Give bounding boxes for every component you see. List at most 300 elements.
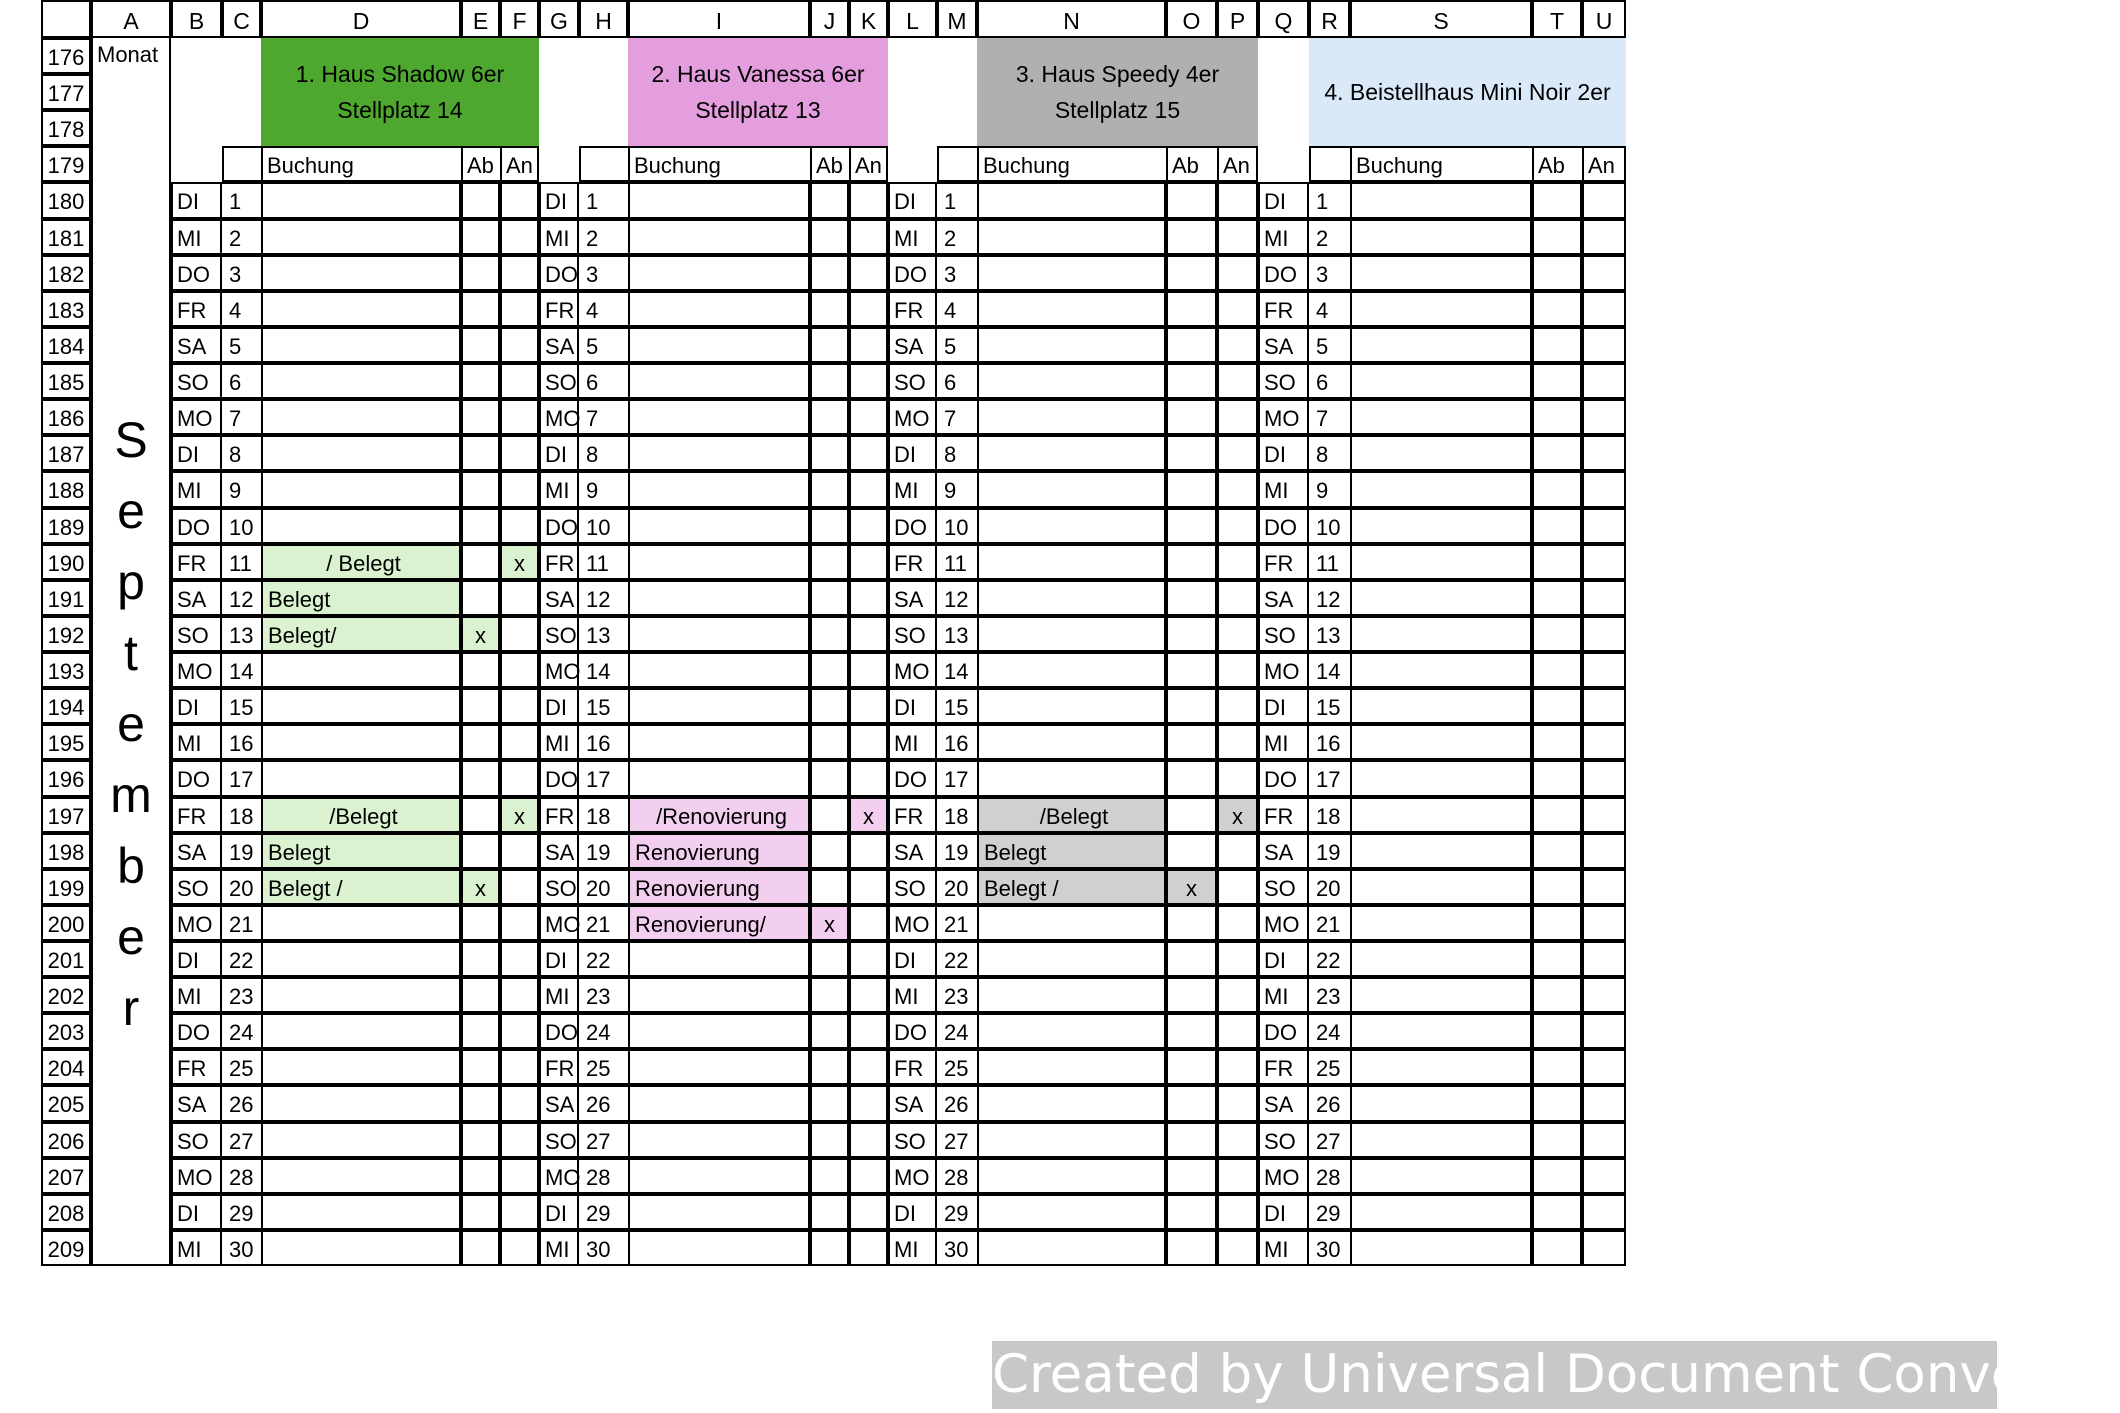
house-1-booking-cell[interactable] — [261, 255, 461, 291]
day-number-cell[interactable]: 1 — [222, 182, 261, 218]
house-1-booking-cell[interactable]: /Belegt — [261, 797, 461, 833]
column-header-d[interactable]: D — [261, 0, 461, 38]
house-2-booking-cell[interactable] — [628, 724, 810, 760]
house-1-ab-cell[interactable] — [461, 797, 500, 833]
house-1-booking-cell[interactable]: Belegt/ — [261, 616, 461, 652]
weekday-cell[interactable]: FR — [1258, 797, 1309, 833]
day-number-cell[interactable]: 19 — [579, 833, 628, 869]
day-number-cell[interactable]: 3 — [937, 255, 977, 291]
house-2-ab-cell[interactable] — [810, 1122, 849, 1158]
house-4-an-cell[interactable] — [1582, 544, 1626, 580]
house-3-an-cell[interactable] — [1217, 327, 1258, 363]
house-1-an-cell[interactable] — [500, 724, 539, 760]
house-1-an-cell[interactable] — [500, 435, 539, 471]
house-2-booking-cell[interactable]: /Renovierung — [628, 797, 810, 833]
house-1-ab-cell[interactable] — [461, 1013, 500, 1049]
house-2-an-cell[interactable] — [849, 182, 888, 218]
house-2-booking-cell[interactable] — [628, 182, 810, 218]
weekday-cell[interactable]: SO — [1258, 363, 1309, 399]
house-1-an-cell[interactable]: x — [500, 797, 539, 833]
day-number-cell[interactable]: 9 — [937, 471, 977, 507]
day-number-cell[interactable]: 17 — [1309, 760, 1350, 796]
row-header[interactable]: 186 — [41, 399, 91, 435]
house-3-ab-cell[interactable] — [1166, 1049, 1217, 1085]
day-number-cell[interactable]: 18 — [579, 797, 628, 833]
house-2-an-cell[interactable] — [849, 905, 888, 941]
day-number-cell[interactable]: 1 — [937, 182, 977, 218]
weekday-cell[interactable]: SA — [1258, 580, 1309, 616]
house-1-an-cell[interactable] — [500, 182, 539, 218]
house-2-booking-cell[interactable] — [628, 1158, 810, 1194]
day-number-cell[interactable]: 19 — [1309, 833, 1350, 869]
house-1-ab-cell[interactable] — [461, 688, 500, 724]
house-1-an-cell[interactable] — [500, 1049, 539, 1085]
row-header[interactable]: 182 — [41, 255, 91, 291]
house-3-an-cell[interactable] — [1217, 1013, 1258, 1049]
house-1-booking-cell[interactable] — [261, 219, 461, 255]
house-4-an-cell[interactable] — [1582, 797, 1626, 833]
house-4-booking-cell[interactable] — [1350, 1122, 1532, 1158]
day-number-cell[interactable]: 6 — [579, 363, 628, 399]
house-1-an-cell[interactable] — [500, 833, 539, 869]
house-1-booking-cell[interactable] — [261, 291, 461, 327]
house-3-booking-cell[interactable] — [977, 255, 1166, 291]
house-4-ab-cell[interactable] — [1532, 1194, 1582, 1230]
house-1-booking-cell[interactable] — [261, 435, 461, 471]
house-2-ab-cell[interactable] — [810, 1049, 849, 1085]
house-2-an-cell[interactable] — [849, 977, 888, 1013]
row-header[interactable]: 188 — [41, 471, 91, 507]
house-3-booking-cell[interactable] — [977, 1194, 1166, 1230]
day-number-cell[interactable]: 7 — [1309, 399, 1350, 435]
row-header[interactable]: 206 — [41, 1122, 91, 1158]
house-2-ab-cell[interactable] — [810, 652, 849, 688]
weekday-cell[interactable]: SO — [1258, 1122, 1309, 1158]
column-header-o[interactable]: O — [1166, 0, 1217, 38]
day-number-cell[interactable]: 19 — [937, 833, 977, 869]
house-3-ab-cell[interactable] — [1166, 580, 1217, 616]
day-number-cell[interactable]: 15 — [579, 688, 628, 724]
house-1-an-cell[interactable] — [500, 905, 539, 941]
weekday-cell[interactable]: SA — [1258, 833, 1309, 869]
weekday-cell[interactable]: MO — [539, 399, 579, 435]
house-4-ab-cell[interactable] — [1532, 833, 1582, 869]
house-2-an-cell[interactable] — [849, 327, 888, 363]
day-number-cell[interactable]: 24 — [1309, 1013, 1350, 1049]
house-1-booking-cell[interactable] — [261, 652, 461, 688]
house-4-booking-cell[interactable] — [1350, 219, 1532, 255]
house-3-an-cell[interactable]: x — [1217, 797, 1258, 833]
house-2-an-cell[interactable] — [849, 1230, 888, 1266]
house-4-an-cell[interactable] — [1582, 182, 1626, 218]
day-number-cell[interactable]: 2 — [579, 219, 628, 255]
house-2-booking-cell[interactable] — [628, 544, 810, 580]
house-2-an-cell[interactable] — [849, 363, 888, 399]
row-header[interactable]: 179 — [41, 146, 91, 182]
day-number-cell[interactable]: 27 — [579, 1122, 628, 1158]
row-header[interactable]: 185 — [41, 363, 91, 399]
row-header[interactable]: 183 — [41, 291, 91, 327]
house-3-an-cell[interactable] — [1217, 977, 1258, 1013]
house-2-booking-cell[interactable] — [628, 1230, 810, 1266]
house-3-ab-cell[interactable] — [1166, 616, 1217, 652]
house-1-an-cell[interactable] — [500, 1085, 539, 1121]
weekday-cell[interactable]: MI — [888, 471, 937, 507]
house-4-ab-cell[interactable] — [1532, 688, 1582, 724]
house-2-an-cell[interactable] — [849, 435, 888, 471]
house-3-ab-cell[interactable] — [1166, 652, 1217, 688]
house-1-booking-cell[interactable] — [261, 1194, 461, 1230]
column-header-h[interactable]: H — [579, 0, 628, 38]
house-3-an-cell[interactable] — [1217, 724, 1258, 760]
house-1-ab-cell[interactable] — [461, 652, 500, 688]
weekday-cell[interactable]: SO — [171, 869, 222, 905]
house-4-an-cell[interactable] — [1582, 941, 1626, 977]
weekday-cell[interactable]: FR — [171, 544, 222, 580]
day-number-cell[interactable]: 23 — [937, 977, 977, 1013]
day-number-cell[interactable]: 15 — [937, 688, 977, 724]
day-number-cell[interactable]: 28 — [579, 1158, 628, 1194]
house-3-an-cell[interactable] — [1217, 544, 1258, 580]
house-4-an-cell[interactable] — [1582, 327, 1626, 363]
house-4-booking-cell[interactable] — [1350, 399, 1532, 435]
house-4-booking-cell[interactable] — [1350, 869, 1532, 905]
column-header-f[interactable]: F — [500, 0, 539, 38]
house-4-booking-cell[interactable] — [1350, 544, 1532, 580]
house-3-booking-cell[interactable] — [977, 724, 1166, 760]
day-number-cell[interactable]: 11 — [222, 544, 261, 580]
weekday-cell[interactable]: SO — [1258, 869, 1309, 905]
day-number-cell[interactable]: 30 — [579, 1230, 628, 1266]
house-2-ab-cell[interactable] — [810, 327, 849, 363]
row-header[interactable]: 207 — [41, 1158, 91, 1194]
weekday-cell[interactable]: DI — [1258, 1194, 1309, 1230]
house-3-an-cell[interactable] — [1217, 616, 1258, 652]
weekday-cell[interactable]: SO — [539, 869, 579, 905]
day-number-cell[interactable]: 20 — [222, 869, 261, 905]
weekday-cell[interactable]: SA — [888, 1085, 937, 1121]
day-number-cell[interactable]: 3 — [579, 255, 628, 291]
day-number-cell[interactable]: 21 — [937, 905, 977, 941]
weekday-cell[interactable]: DI — [888, 941, 937, 977]
house-1-an-cell[interactable] — [500, 616, 539, 652]
house-2-an-cell[interactable] — [849, 544, 888, 580]
column-header-t[interactable]: T — [1532, 0, 1582, 38]
house-4-an-cell[interactable] — [1582, 399, 1626, 435]
column-header-r[interactable]: R — [1309, 0, 1350, 38]
house-2-ab-cell[interactable] — [810, 291, 849, 327]
column-header-g[interactable]: G — [539, 0, 579, 38]
day-number-cell[interactable]: 17 — [937, 760, 977, 796]
day-number-cell[interactable]: 20 — [937, 869, 977, 905]
house-2-ab-cell[interactable] — [810, 544, 849, 580]
weekday-cell[interactable]: DI — [539, 435, 579, 471]
house-4-booking-cell[interactable] — [1350, 688, 1532, 724]
house-2-an-cell[interactable] — [849, 399, 888, 435]
day-number-cell[interactable]: 18 — [1309, 797, 1350, 833]
house-3-an-cell[interactable] — [1217, 1158, 1258, 1194]
house-3-booking-cell[interactable] — [977, 327, 1166, 363]
house-2-booking-cell[interactable] — [628, 255, 810, 291]
house-3-ab-cell[interactable] — [1166, 1230, 1217, 1266]
house-2-ab-cell[interactable] — [810, 797, 849, 833]
weekday-cell[interactable]: SO — [539, 1122, 579, 1158]
weekday-cell[interactable]: SA — [888, 327, 937, 363]
house-4-ab-cell[interactable] — [1532, 977, 1582, 1013]
house-3-ab-cell[interactable] — [1166, 760, 1217, 796]
house-2-an-cell[interactable] — [849, 1013, 888, 1049]
house-1-an-cell[interactable]: x — [500, 544, 539, 580]
house-2-an-cell[interactable] — [849, 1085, 888, 1121]
weekday-cell[interactable]: DO — [888, 760, 937, 796]
house-2-ab-cell[interactable] — [810, 471, 849, 507]
house-3-an-cell[interactable] — [1217, 580, 1258, 616]
house-1-ab-cell[interactable]: x — [461, 616, 500, 652]
weekday-cell[interactable]: FR — [539, 1049, 579, 1085]
column-header-p[interactable]: P — [1217, 0, 1258, 38]
house-1-booking-cell[interactable]: / Belegt — [261, 544, 461, 580]
house-2-an-cell[interactable] — [849, 1122, 888, 1158]
row-header[interactable]: 196 — [41, 760, 91, 796]
house-3-ab-cell[interactable] — [1166, 833, 1217, 869]
house-2-an-cell[interactable]: x — [849, 797, 888, 833]
house-2-booking-cell[interactable] — [628, 1049, 810, 1085]
day-number-cell[interactable]: 12 — [1309, 580, 1350, 616]
house-1-booking-cell[interactable] — [261, 724, 461, 760]
weekday-cell[interactable]: DI — [171, 182, 222, 218]
house-3-booking-cell[interactable] — [977, 544, 1166, 580]
house-1-ab-cell[interactable] — [461, 182, 500, 218]
weekday-cell[interactable]: MI — [888, 724, 937, 760]
house-3-ab-cell[interactable] — [1166, 508, 1217, 544]
house-4-ab-cell[interactable] — [1532, 291, 1582, 327]
house-1-booking-cell[interactable] — [261, 1049, 461, 1085]
weekday-cell[interactable]: FR — [1258, 544, 1309, 580]
row-header[interactable]: 198 — [41, 833, 91, 869]
row-header[interactable]: 205 — [41, 1085, 91, 1121]
house-3-ab-cell[interactable] — [1166, 1194, 1217, 1230]
day-number-cell[interactable]: 20 — [1309, 869, 1350, 905]
day-number-cell[interactable]: 23 — [1309, 977, 1350, 1013]
weekday-cell[interactable]: DI — [1258, 182, 1309, 218]
house-3-booking-cell[interactable] — [977, 1013, 1166, 1049]
house-2-booking-cell[interactable] — [628, 977, 810, 1013]
day-number-cell[interactable]: 22 — [937, 941, 977, 977]
house-4-an-cell[interactable] — [1582, 1230, 1626, 1266]
house-1-booking-cell[interactable]: Belegt — [261, 580, 461, 616]
weekday-cell[interactable]: MI — [171, 1230, 222, 1266]
weekday-cell[interactable]: FR — [539, 544, 579, 580]
row-header[interactable]: 178 — [41, 110, 91, 146]
house-1-booking-cell[interactable] — [261, 327, 461, 363]
house-1-ab-cell[interactable] — [461, 255, 500, 291]
house-2-booking-cell[interactable] — [628, 616, 810, 652]
house-3-booking-cell[interactable] — [977, 363, 1166, 399]
day-number-cell[interactable]: 24 — [579, 1013, 628, 1049]
house-2-an-cell[interactable] — [849, 760, 888, 796]
day-number-cell[interactable]: 26 — [1309, 1085, 1350, 1121]
row-header[interactable]: 176 — [41, 38, 91, 74]
house-2-an-cell[interactable] — [849, 255, 888, 291]
weekday-cell[interactable]: FR — [1258, 291, 1309, 327]
house-3-booking-cell[interactable] — [977, 1158, 1166, 1194]
weekday-cell[interactable]: FR — [539, 797, 579, 833]
house-2-ab-cell[interactable] — [810, 977, 849, 1013]
house-4-ab-cell[interactable] — [1532, 1230, 1582, 1266]
house-2-ab-cell[interactable] — [810, 219, 849, 255]
house-2-booking-cell[interactable] — [628, 652, 810, 688]
house-3-ab-cell[interactable] — [1166, 471, 1217, 507]
day-number-cell[interactable]: 28 — [222, 1158, 261, 1194]
weekday-cell[interactable]: MO — [171, 399, 222, 435]
house-3-booking-cell[interactable]: Belegt — [977, 833, 1166, 869]
house-1-ab-cell[interactable] — [461, 941, 500, 977]
weekday-cell[interactable]: DI — [888, 688, 937, 724]
house-2-an-cell[interactable] — [849, 219, 888, 255]
house-1-ab-cell[interactable] — [461, 471, 500, 507]
house-1-an-cell[interactable] — [500, 219, 539, 255]
row-header[interactable]: 192 — [41, 616, 91, 652]
weekday-cell[interactable]: SA — [539, 327, 579, 363]
weekday-cell[interactable]: DO — [1258, 508, 1309, 544]
weekday-cell[interactable]: DI — [171, 688, 222, 724]
house-3-ab-cell[interactable] — [1166, 977, 1217, 1013]
column-header-a[interactable]: A — [91, 0, 171, 38]
day-number-cell[interactable]: 6 — [222, 363, 261, 399]
house-1-ab-cell[interactable] — [461, 905, 500, 941]
day-number-cell[interactable]: 2 — [1309, 219, 1350, 255]
house-3-an-cell[interactable] — [1217, 760, 1258, 796]
house-4-booking-cell[interactable] — [1350, 652, 1532, 688]
house-2-booking-cell[interactable] — [628, 435, 810, 471]
house-1-booking-cell[interactable] — [261, 905, 461, 941]
weekday-cell[interactable]: SA — [888, 580, 937, 616]
house-4-an-cell[interactable] — [1582, 291, 1626, 327]
weekday-cell[interactable]: MO — [888, 1158, 937, 1194]
day-number-cell[interactable]: 3 — [1309, 255, 1350, 291]
weekday-cell[interactable]: DI — [888, 1194, 937, 1230]
row-header[interactable]: 197 — [41, 797, 91, 833]
house-3-booking-cell[interactable] — [977, 652, 1166, 688]
house-2-ab-cell[interactable] — [810, 833, 849, 869]
house-1-ab-cell[interactable] — [461, 508, 500, 544]
house-2-ab-cell[interactable] — [810, 1158, 849, 1194]
weekday-cell[interactable]: DO — [1258, 255, 1309, 291]
weekday-cell[interactable]: SA — [171, 327, 222, 363]
column-header-e[interactable]: E — [461, 0, 500, 38]
house-3-an-cell[interactable] — [1217, 688, 1258, 724]
house-2-ab-cell[interactable] — [810, 1085, 849, 1121]
day-number-cell[interactable]: 5 — [937, 327, 977, 363]
house-1-ab-cell[interactable] — [461, 1194, 500, 1230]
house-4-an-cell[interactable] — [1582, 1013, 1626, 1049]
house-1-ab-cell[interactable] — [461, 833, 500, 869]
house-4-ab-cell[interactable] — [1532, 580, 1582, 616]
house-4-ab-cell[interactable] — [1532, 797, 1582, 833]
row-header[interactable]: 209 — [41, 1230, 91, 1266]
house-2-an-cell[interactable] — [849, 833, 888, 869]
house-2-ab-cell[interactable] — [810, 255, 849, 291]
house-3-booking-cell[interactable] — [977, 399, 1166, 435]
house-4-booking-cell[interactable] — [1350, 1230, 1532, 1266]
house-4-an-cell[interactable] — [1582, 580, 1626, 616]
day-number-cell[interactable]: 13 — [579, 616, 628, 652]
house-2-booking-cell[interactable] — [628, 219, 810, 255]
house-4-an-cell[interactable] — [1582, 724, 1626, 760]
day-number-cell[interactable]: 10 — [222, 508, 261, 544]
house-1-ab-cell[interactable] — [461, 291, 500, 327]
house-3-an-cell[interactable] — [1217, 508, 1258, 544]
weekday-cell[interactable]: MO — [539, 905, 579, 941]
day-number-cell[interactable]: 3 — [222, 255, 261, 291]
house-4-an-cell[interactable] — [1582, 219, 1626, 255]
row-header[interactable]: 184 — [41, 327, 91, 363]
day-number-cell[interactable]: 21 — [1309, 905, 1350, 941]
house-1-booking-cell[interactable] — [261, 1158, 461, 1194]
house-3-booking-cell[interactable] — [977, 471, 1166, 507]
house-3-booking-cell[interactable] — [977, 435, 1166, 471]
day-number-cell[interactable]: 12 — [222, 580, 261, 616]
day-number-cell[interactable]: 25 — [579, 1049, 628, 1085]
day-number-cell[interactable]: 15 — [1309, 688, 1350, 724]
weekday-cell[interactable]: DO — [539, 760, 579, 796]
weekday-cell[interactable]: SO — [888, 869, 937, 905]
house-3-an-cell[interactable] — [1217, 869, 1258, 905]
house-4-booking-cell[interactable] — [1350, 905, 1532, 941]
house-4-ab-cell[interactable] — [1532, 1085, 1582, 1121]
weekday-cell[interactable]: MO — [539, 1158, 579, 1194]
house-4-booking-cell[interactable] — [1350, 1158, 1532, 1194]
house-1-an-cell[interactable] — [500, 580, 539, 616]
house-4-booking-cell[interactable] — [1350, 435, 1532, 471]
house-4-an-cell[interactable] — [1582, 905, 1626, 941]
row-header[interactable]: 194 — [41, 688, 91, 724]
house-4-an-cell[interactable] — [1582, 688, 1626, 724]
weekday-cell[interactable]: MI — [539, 1230, 579, 1266]
weekday-cell[interactable]: SA — [171, 580, 222, 616]
weekday-cell[interactable]: FR — [171, 1049, 222, 1085]
house-3-an-cell[interactable] — [1217, 363, 1258, 399]
house-3-booking-cell[interactable] — [977, 508, 1166, 544]
day-number-cell[interactable]: 25 — [937, 1049, 977, 1085]
house-4-booking-cell[interactable] — [1350, 580, 1532, 616]
day-number-cell[interactable]: 18 — [937, 797, 977, 833]
day-number-cell[interactable]: 16 — [937, 724, 977, 760]
house-3-an-cell[interactable] — [1217, 1230, 1258, 1266]
weekday-cell[interactable]: DO — [171, 508, 222, 544]
house-1-booking-cell[interactable]: Belegt / — [261, 869, 461, 905]
day-number-cell[interactable]: 6 — [1309, 363, 1350, 399]
house-3-booking-cell[interactable]: Belegt / — [977, 869, 1166, 905]
house-2-booking-cell[interactable] — [628, 760, 810, 796]
house-4-booking-cell[interactable] — [1350, 1085, 1532, 1121]
house-3-an-cell[interactable] — [1217, 1122, 1258, 1158]
house-1-ab-cell[interactable] — [461, 363, 500, 399]
day-number-cell[interactable]: 8 — [579, 435, 628, 471]
day-number-cell[interactable]: 22 — [1309, 941, 1350, 977]
house-2-ab-cell[interactable]: x — [810, 905, 849, 941]
day-number-cell[interactable]: 8 — [937, 435, 977, 471]
weekday-cell[interactable]: DO — [888, 255, 937, 291]
house-2-booking-cell[interactable]: Renovierung — [628, 869, 810, 905]
weekday-cell[interactable]: MI — [539, 724, 579, 760]
weekday-cell[interactable]: MO — [171, 652, 222, 688]
row-header[interactable]: 187 — [41, 435, 91, 471]
weekday-cell[interactable]: SA — [539, 580, 579, 616]
day-number-cell[interactable]: 14 — [579, 652, 628, 688]
house-1-an-cell[interactable] — [500, 869, 539, 905]
house-4-ab-cell[interactable] — [1532, 1122, 1582, 1158]
